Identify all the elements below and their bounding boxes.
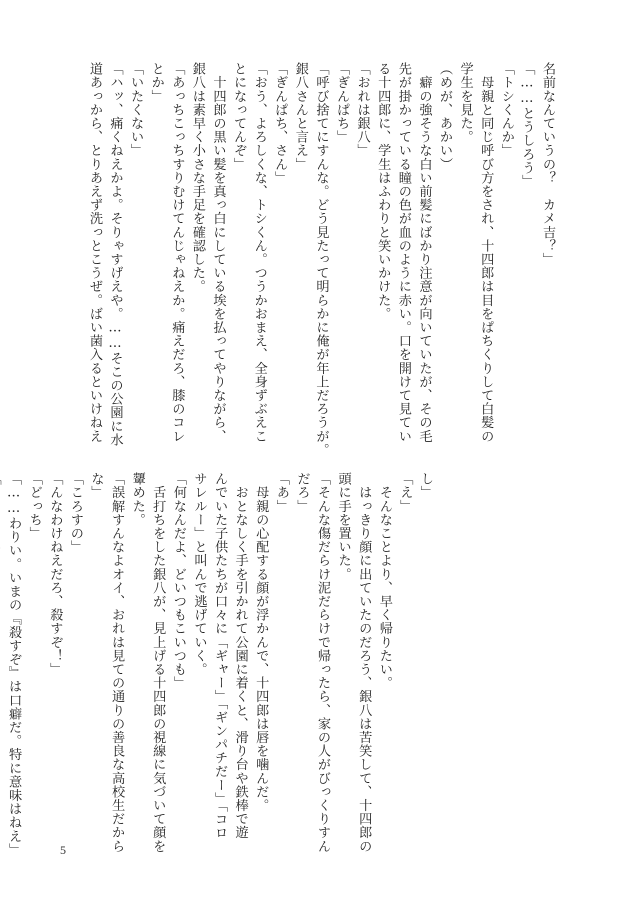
text-line: 「どっち」 xyxy=(26,472,42,540)
text-line: 十四郎の黒い髪を真っ白にしている埃を払ってやりながら、 xyxy=(210,62,226,443)
text-line: し」 xyxy=(418,472,433,500)
text-line: 道あっから、とりあえず洗っとこうぜ。ばい菌入るといけねえ xyxy=(86,62,102,443)
text-line: そんなことより、早く帰りたい。 xyxy=(376,472,392,690)
text-line: とになってんぞ」 xyxy=(231,62,247,171)
text-line: な」 xyxy=(88,472,104,500)
text-line: 「呼び捨てにすんな。どう見たって明らかに俺が年上だろうが。 xyxy=(313,62,329,457)
text-line: おとなしく手を引かれて公園に着くと、滑り台や鉄棒で遊 xyxy=(232,472,248,840)
text-line: 銀八は素早く小さな手足を確認した。 xyxy=(189,62,205,294)
upper-text-block xyxy=(83,62,557,457)
text-line: 「いたくない」 xyxy=(128,62,144,158)
text-line: とか」 xyxy=(148,62,164,103)
text-line: 「ぎんぱち、さん」 xyxy=(272,62,288,185)
text-line: 銀八さんと言え」 xyxy=(292,62,308,171)
text-line: 母親と同じ呼び方をされ、十四郎は目をぱちくりして白髪の xyxy=(478,62,494,443)
text-line: 先が掛かっている瞳の色が血のように赤い。口を開けて見てい xyxy=(395,62,411,443)
text-line: 舌打ちをした銀八が、見上げる十四郎の視線に気づいて顔を xyxy=(150,472,166,853)
text-line: 「あ」 xyxy=(273,472,289,513)
text-line: 「んなわけねえだろ、殺すぞ！」 xyxy=(47,472,63,676)
text-line: サレルー」と叫んで逃げていく。 xyxy=(191,472,207,676)
text-line: 名前なんていうの？ カメ吉？」 xyxy=(540,62,555,266)
text-line: 「ハッ、痛くねえかよ。そりゃすげえや。……そこの公園に水 xyxy=(107,62,123,447)
text-line: 「そんな傷だらけ泥だらけで帰ったら、家の人がびっくりすん xyxy=(315,472,331,853)
text-line: 顰めた。 xyxy=(129,472,145,527)
text-line: 「ぎんぱち」 xyxy=(334,62,350,144)
text-line: 「ころすの」 xyxy=(67,472,83,554)
text-line: （めが、あかい） xyxy=(437,62,453,171)
text-line: 母親の心配する顔が浮かんで、十四郎は唇を噛んだ。 xyxy=(253,472,269,812)
text-line: んでいた子供たちが口々に「ギャー」「ギンパチだー」「コロ xyxy=(212,472,228,840)
text-line: 学生を見た。 xyxy=(457,62,473,144)
text-line: はっきり顔に出ていたのだろう、銀八は苦笑して、十四郎の xyxy=(356,472,372,853)
text-line: 「おれは銀八」 xyxy=(354,62,370,158)
text-line: だろ」 xyxy=(294,472,310,513)
text-line: 「……わりい。いまの『殺すぞ』は口癖だ。特に意味はねえ」 xyxy=(6,472,22,857)
text-line: 「あっちこっちすりむけてんじゃねえか。痛えだろ、膝のコレ xyxy=(169,62,185,443)
lower-text-block xyxy=(0,472,435,857)
page-number: 5 xyxy=(60,843,66,857)
text-line: 頭に手を置いた。 xyxy=(335,472,351,581)
text-line: 「トシくんか」 xyxy=(498,62,514,158)
text-line: 「おう、よろしくな、トシくん。つうかおまえ、全身ずぶえこ xyxy=(251,62,267,443)
text-line: 癖の強そうな白い前髪にばかり注意が向いていたが、その毛 xyxy=(416,62,432,443)
text-line: 「え」 xyxy=(397,472,413,513)
text-line: 「……とうしろう」 xyxy=(519,62,535,188)
text-line: 「誤解すんなよオイ、おれは見ての通りの善良な高校生だから xyxy=(109,472,125,853)
text-line: 「何なんだよ、どいつもこいつも」 xyxy=(170,472,186,690)
text-line: る十四郎に、学生はふわりと笑いかけた。 xyxy=(375,62,391,321)
